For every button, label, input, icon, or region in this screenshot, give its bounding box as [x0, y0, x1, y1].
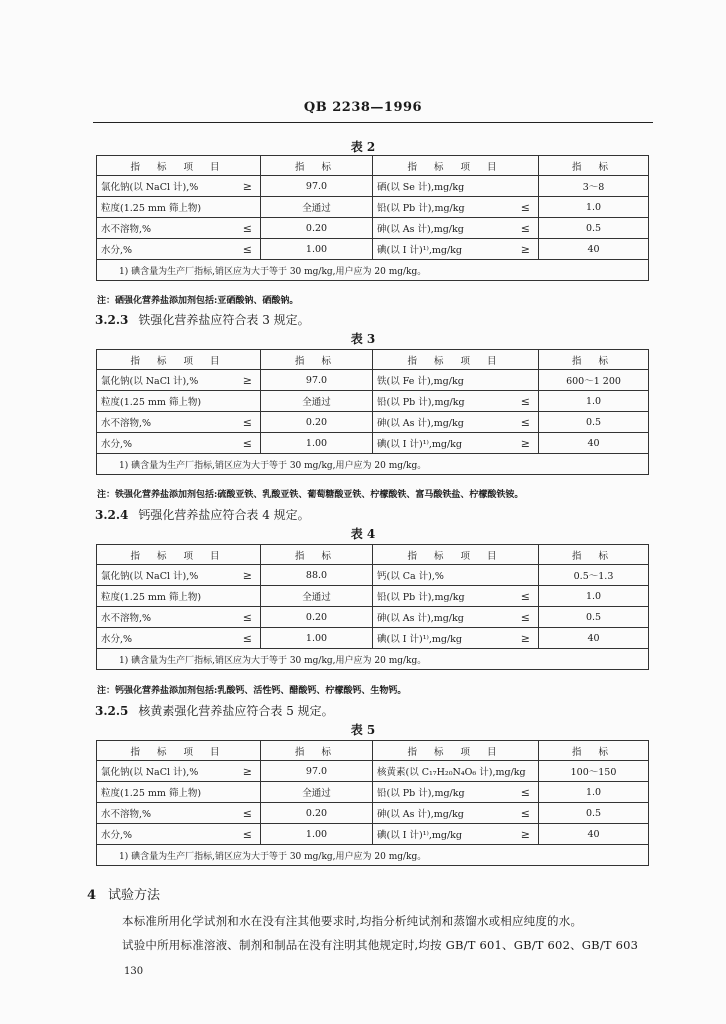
item-cell: [373, 628, 539, 649]
comparison-symbol: ≤: [520, 200, 530, 214]
table-row: [97, 761, 649, 782]
table-note: 注：钙强化营养盐添加剂包括:乳酸钙、活性钙、醋酸钙、柠檬酸钙、生物钙。: [97, 686, 407, 696]
item-cell: [373, 803, 539, 824]
table-row: [97, 391, 649, 412]
comparison-symbol: ≤: [242, 631, 252, 645]
section-4-number: 4: [87, 888, 97, 903]
item-label: 水不溶物,%: [101, 418, 152, 429]
table-header-row: [97, 156, 649, 176]
table-row: [97, 239, 649, 260]
item-cell: [97, 412, 261, 433]
value-cell: 1.00: [261, 824, 373, 845]
value-cell: 88.0: [261, 565, 373, 586]
value-cell: 97.0: [261, 370, 373, 391]
item-label: 水分,%: [101, 830, 133, 841]
table-note: 注：硒强化营养盐添加剂包括:亚硒酸钠、硒酸钠。: [97, 296, 299, 306]
value-cell: 0.5: [539, 607, 649, 628]
value-cell: 1.0: [539, 391, 649, 412]
item-cell: [373, 176, 539, 197]
value-cell: 40: [539, 239, 649, 260]
item-cell: [373, 824, 539, 845]
table-4: [96, 544, 649, 670]
comparison-symbol: ≥: [520, 436, 530, 450]
item-label: 水不溶物,%: [101, 613, 152, 624]
comparison-symbol: ≥: [242, 373, 252, 387]
item-cell: [373, 433, 539, 454]
item-cell: [373, 370, 539, 391]
footnote-row: [97, 454, 649, 475]
item-label: 水不溶物,%: [101, 809, 152, 820]
value-cell: 0.20: [261, 607, 373, 628]
item-cell: [373, 239, 539, 260]
footnote-row: [97, 260, 649, 281]
comparison-symbol: ≤: [520, 785, 530, 799]
column-header: 指 标: [261, 741, 373, 761]
value-cell: 0.20: [261, 218, 373, 239]
item-cell: [97, 824, 261, 845]
item-cell: [97, 218, 261, 239]
column-header: 指 标 项 目: [373, 741, 539, 761]
item-label: 粒度(1.25 mm 筛上物): [101, 203, 202, 214]
item-label: 铅(以 Pb 计),mg/kg: [377, 788, 465, 799]
item-label: 氯化钠(以 NaCl 计),%: [101, 376, 199, 387]
column-header: 指 标: [539, 741, 649, 761]
page-number: 130: [124, 966, 144, 977]
section-heading: [95, 311, 310, 328]
comparison-symbol: ≤: [242, 242, 252, 256]
value-cell: 100～150: [539, 761, 649, 782]
comparison-symbol: ≤: [520, 415, 530, 429]
column-header: 指 标: [261, 545, 373, 565]
column-header: 指 标 项 目: [97, 545, 261, 565]
comparison-symbol: ≥: [520, 827, 530, 841]
value-cell: 40: [539, 433, 649, 454]
section-4-heading: [87, 884, 160, 903]
table-header-row: [97, 350, 649, 370]
table-caption: 表 2: [350, 140, 376, 154]
comparison-symbol: ≤: [242, 436, 252, 450]
table-caption: 表 3: [350, 332, 376, 346]
table-row: [97, 607, 649, 628]
section-number: 3.2.5: [95, 704, 129, 718]
comparison-symbol: ≤: [242, 610, 252, 624]
section-heading: [95, 702, 334, 719]
column-header: 指 标: [539, 350, 649, 370]
section-text: 铁强化营养盐应符合表 3 规定。: [138, 313, 310, 327]
column-header: 指 标 项 目: [373, 545, 539, 565]
item-label: 水分,%: [101, 439, 133, 450]
table-caption: 表 4: [350, 527, 376, 541]
standard-header: QB 2238—1996: [303, 100, 423, 115]
table-row: [97, 628, 649, 649]
item-cell: [97, 628, 261, 649]
item-cell: [373, 586, 539, 607]
value-cell: 全通过: [261, 391, 373, 412]
table-row: [97, 176, 649, 197]
item-cell: [97, 197, 261, 218]
table-5: [96, 740, 649, 866]
comparison-symbol: ≤: [520, 589, 530, 603]
header-rule: [93, 122, 653, 123]
table-row: [97, 824, 649, 845]
table-row: [97, 782, 649, 803]
table-note: 注：铁强化营养盐添加剂包括:硫酸亚铁、乳酸亚铁、葡萄糖酸亚铁、柠檬酸铁、富马酸铁盐、柠檬酸铁铵。: [97, 490, 524, 500]
column-header: 指 标 项 目: [373, 156, 539, 176]
table-row: [97, 586, 649, 607]
section-text: 核黄素强化营养盐应符合表 5 规定。: [138, 704, 334, 718]
table-row: [97, 565, 649, 586]
comparison-symbol: ≤: [520, 221, 530, 235]
item-label: 碘(以 I 计)¹⁾,mg/kg: [377, 245, 462, 256]
paragraph: 试验中所用标准溶液、制剂和制品在没有注明其他规定时,均按 GB/T 601、GB/T 602、GB/T 603: [122, 938, 639, 952]
item-cell: [97, 607, 261, 628]
value-cell: 1.00: [261, 628, 373, 649]
comparison-symbol: ≤: [520, 806, 530, 820]
comparison-symbol: ≥: [242, 179, 252, 193]
item-label: 核黄素(以 C₁₇H₂₀N₄O₆ 计),mg/kg: [377, 767, 526, 778]
item-label: 水分,%: [101, 245, 133, 256]
item-cell: [97, 586, 261, 607]
value-cell: 0.5～1.3: [539, 565, 649, 586]
item-label: 粒度(1.25 mm 筛上物): [101, 592, 202, 603]
item-label: 粒度(1.25 mm 筛上物): [101, 788, 202, 799]
item-label: 铅(以 Pb 计),mg/kg: [377, 592, 465, 603]
comparison-symbol: ≤: [242, 806, 252, 820]
comparison-symbol: ≤: [520, 394, 530, 408]
item-label: 砷(以 As 计),mg/kg: [377, 418, 464, 429]
table-footnote: 1) 碘含量为生产厂指标,销区应为大于等于 30 mg/kg,用户应为 20 mg/kg。: [97, 649, 649, 670]
item-label: 氯化钠(以 NaCl 计),%: [101, 767, 199, 778]
comparison-symbol: ≥: [520, 631, 530, 645]
item-cell: [373, 565, 539, 586]
item-cell: [97, 782, 261, 803]
value-cell: 1.00: [261, 433, 373, 454]
comparison-symbol: ≤: [242, 415, 252, 429]
item-cell: [97, 239, 261, 260]
table-row: [97, 197, 649, 218]
comparison-symbol: ≥: [242, 764, 252, 778]
item-cell: [373, 761, 539, 782]
section-text: 钙强化营养盐应符合表 4 规定。: [138, 508, 310, 522]
item-label: 硒(以 Se 计),mg/kg: [377, 182, 465, 193]
value-cell: 0.20: [261, 412, 373, 433]
item-label: 水分,%: [101, 634, 133, 645]
item-cell: [373, 197, 539, 218]
section-heading: [95, 506, 310, 523]
value-cell: 40: [539, 824, 649, 845]
value-cell: 600～1 200: [539, 370, 649, 391]
paragraph: 本标准所用化学试剂和水在没有注其他要求时,均指分析纯试剂和蒸馏水或相应纯度的水。: [122, 914, 583, 928]
value-cell: 1.0: [539, 782, 649, 803]
column-header: 指 标: [539, 545, 649, 565]
table-footnote: 1) 碘含量为生产厂指标,销区应为大于等于 30 mg/kg,用户应为 20 mg/kg。: [97, 845, 649, 866]
value-cell: 全通过: [261, 782, 373, 803]
item-cell: [97, 761, 261, 782]
value-cell: 0.5: [539, 218, 649, 239]
item-label: 碘(以 I 计)¹⁾,mg/kg: [377, 439, 462, 450]
value-cell: 0.5: [539, 412, 649, 433]
item-cell: [373, 782, 539, 803]
table-3: [96, 349, 649, 475]
item-label: 铅(以 Pb 计),mg/kg: [377, 397, 465, 408]
table-row: [97, 412, 649, 433]
item-label: 水不溶物,%: [101, 224, 152, 235]
footnote-row: [97, 649, 649, 670]
item-cell: [97, 565, 261, 586]
value-cell: 全通过: [261, 197, 373, 218]
item-label: 砷(以 As 计),mg/kg: [377, 613, 464, 624]
item-label: 砷(以 As 计),mg/kg: [377, 809, 464, 820]
table-footnote: 1) 碘含量为生产厂指标,销区应为大于等于 30 mg/kg,用户应为 20 mg/kg。: [97, 260, 649, 281]
column-header: 指 标 项 目: [97, 741, 261, 761]
item-label: 粒度(1.25 mm 筛上物): [101, 397, 202, 408]
item-cell: [97, 803, 261, 824]
item-label: 碘(以 I 计)¹⁾,mg/kg: [377, 830, 462, 841]
item-label: 碘(以 I 计)¹⁾,mg/kg: [377, 634, 462, 645]
comparison-symbol: ≤: [242, 221, 252, 235]
table-header-row: [97, 545, 649, 565]
comparison-symbol: ≥: [242, 568, 252, 582]
value-cell: 3～8: [539, 176, 649, 197]
comparison-symbol: ≥: [520, 242, 530, 256]
item-label: 氯化钠(以 NaCl 计),%: [101, 182, 199, 193]
comparison-symbol: ≤: [242, 827, 252, 841]
table-row: [97, 433, 649, 454]
value-cell: 0.20: [261, 803, 373, 824]
column-header: 指 标 项 目: [97, 156, 261, 176]
section-4-title: 试验方法: [108, 888, 161, 903]
table-header-row: [97, 741, 649, 761]
item-cell: [97, 433, 261, 454]
item-label: 铅(以 Pb 计),mg/kg: [377, 203, 465, 214]
item-cell: [373, 607, 539, 628]
table-row: [97, 370, 649, 391]
section-number: 3.2.4: [95, 508, 129, 522]
table-footnote: 1) 碘含量为生产厂指标,销区应为大于等于 30 mg/kg,用户应为 20 mg/kg。: [97, 454, 649, 475]
item-cell: [97, 370, 261, 391]
value-cell: 全通过: [261, 586, 373, 607]
value-cell: 1.0: [539, 586, 649, 607]
section-number: 3.2.3: [95, 313, 129, 327]
item-label: 铁(以 Fe 计),mg/kg: [377, 376, 464, 387]
value-cell: 1.0: [539, 197, 649, 218]
value-cell: 0.5: [539, 803, 649, 824]
item-label: 钙(以 Ca 计),%: [377, 571, 444, 582]
table-caption: 表 5: [350, 723, 376, 737]
item-cell: [373, 412, 539, 433]
table-row: [97, 803, 649, 824]
item-cell: [373, 391, 539, 412]
item-cell: [97, 391, 261, 412]
value-cell: 1.00: [261, 239, 373, 260]
comparison-symbol: ≤: [520, 610, 530, 624]
item-cell: [373, 218, 539, 239]
footnote-row: [97, 845, 649, 866]
item-label: 砷(以 As 计),mg/kg: [377, 224, 464, 235]
column-header: 指 标: [261, 156, 373, 176]
column-header: 指 标 项 目: [97, 350, 261, 370]
table-row: [97, 218, 649, 239]
value-cell: 40: [539, 628, 649, 649]
table-2: [96, 155, 649, 281]
item-label: 氯化钠(以 NaCl 计),%: [101, 571, 199, 582]
value-cell: 97.0: [261, 761, 373, 782]
item-cell: [97, 176, 261, 197]
column-header: 指 标 项 目: [373, 350, 539, 370]
value-cell: 97.0: [261, 176, 373, 197]
column-header: 指 标: [261, 350, 373, 370]
column-header: 指 标: [539, 156, 649, 176]
